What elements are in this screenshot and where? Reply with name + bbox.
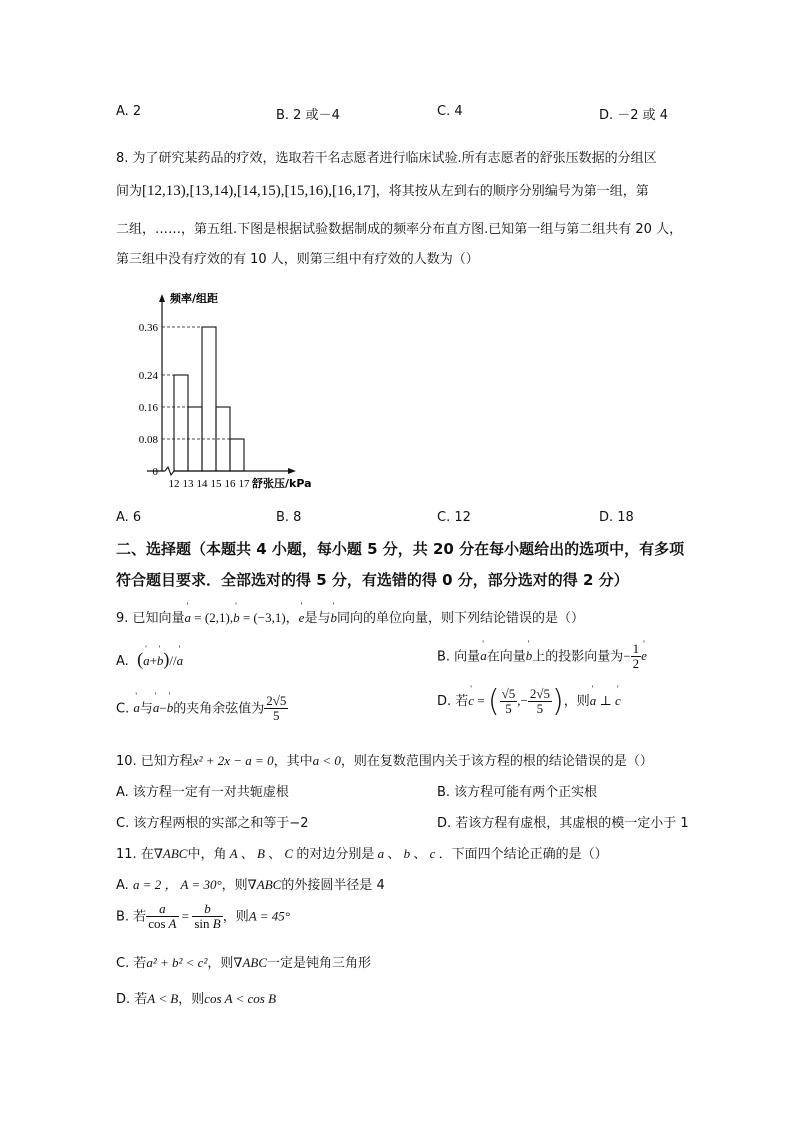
q8-option-d: D. 18 (599, 510, 634, 525)
q10-option-a: A. 该方程一定有一对共轭虚根 (116, 785, 289, 800)
q10-option-d: D. 若该方程有虚根，其虚根的模一定小于 1 (437, 816, 689, 831)
x-tick-label: 15 (210, 478, 222, 490)
q8-option-a: A. 6 (116, 510, 142, 525)
y-axis-arrow (159, 294, 165, 302)
q11-option-d: D. 若A < B，则cos A < cos B (116, 991, 277, 1007)
q9-stem: 9. 已知向量' a = (2,1),' b = (−3,1)，' e是与' b同向的单位向量，则下列结论错误的是（） (116, 607, 584, 626)
histogram-bar (230, 439, 244, 471)
y-tick-label: 0.16 (138, 402, 158, 414)
q9-option-a: A. (' a+' b)//' a (116, 649, 183, 670)
y-tick-label: 0.24 (138, 370, 158, 382)
y-axis-label: 频率/组距 (170, 292, 219, 305)
frequency-histogram (120, 286, 320, 496)
q11-option-b: B. 若 $\frac{a}{\text{cos A}}$ = $\frac{b}{\text{sin B}}$ ，则A = 45° (116, 901, 290, 932)
x-axis-break (165, 467, 174, 475)
q10-option-b: B. 该方程可能有两个正实根 (437, 785, 598, 800)
q9-option-b: B. 向量' a在向量' b上的投影向量为− $\frac{1}{2}$ ' e (437, 642, 647, 672)
x-axis-arrow (288, 468, 296, 474)
x-tick-label: 17 (238, 478, 250, 490)
x-axis-label: 舒张压/kPa (252, 477, 312, 490)
q7-option-d: D. －2 或 4 (599, 108, 669, 123)
q8-option-c: C. 12 (437, 510, 471, 525)
q8-stem-line2: 间为[12,13),[13,14),[14,15),[15,16),[16,17]，将其按从左到右的顺序分别编号为第一组，第 (116, 183, 649, 199)
section2-heading-line2: 符合题目要求．全部选对的得 5 分，有选错的得 0 分，部分选对的得 2 分） (116, 571, 629, 589)
x-tick-label: 13 (182, 478, 194, 490)
q9-option-d: D. 若' c = ( $\frac{√5}{5}$ ,− $\frac{2√5}{5}$ )，则' a ⊥ ' c (437, 684, 621, 719)
q9-option-c: C. ' a与' a−' b的夹角余弦值为 $\frac{2√5}{5}$ (116, 694, 288, 724)
x-tick-label: 12 (168, 478, 180, 490)
section2-heading-line1: 二、选择题（本题共 4 小题，每小题 5 分，共 20 分在每小题给出的选项中，有多项 (116, 540, 685, 558)
q8-stem-line3: 二组，……，第五组.下图是根据试验数据制成的频率分布直方图.已知第一组与第二组共有 20 人， (116, 222, 683, 237)
y-tick-label: 0.36 (138, 322, 158, 334)
x-tick-label: 16 (224, 478, 236, 490)
histogram-bar (174, 375, 188, 471)
y-tick-label: 0.08 (138, 434, 158, 446)
q11-option-c: C. 若a² + b² < c²，则∇ABC一定是钝角三角形 (116, 955, 372, 971)
y-tick-label: 0 (152, 466, 158, 478)
q8-stem-line1: 8. 为了研究某药品的疗效，选取若干名志愿者进行临床试验.所有志愿者的舒张压数据的分组区 (116, 151, 657, 166)
histogram-bar (202, 327, 216, 471)
q11-stem: 11. 在∇ABC中，角 A 、 B 、 C 的对边分别是 a 、 b 、 c ．下面四个结论正确的是（） (116, 846, 608, 862)
q11-option-a: A. a = 2 ， A = 30°，则∇ABC的外接圆半径是 4 (116, 877, 385, 893)
q10-stem: 10. 已知方程x² + 2x − a = 0，其中a < 0，则在复数范围内关于该方程的根的结论错误的是（） (116, 753, 653, 769)
q8-option-b: B. 8 (276, 510, 302, 525)
q7-option-c: C. 4 (437, 104, 463, 119)
q7-option-a: A. 2 (116, 104, 142, 119)
q8-stem-line4: 第三组中没有疗效的有 10 人，则第三组中有疗效的人数为（） (116, 252, 479, 267)
x-tick-label: 14 (196, 478, 208, 490)
q10-option-c: C. 该方程两根的实部之和等于−2 (116, 816, 309, 831)
q7-option-b: B. 2 或－4 (276, 108, 340, 123)
